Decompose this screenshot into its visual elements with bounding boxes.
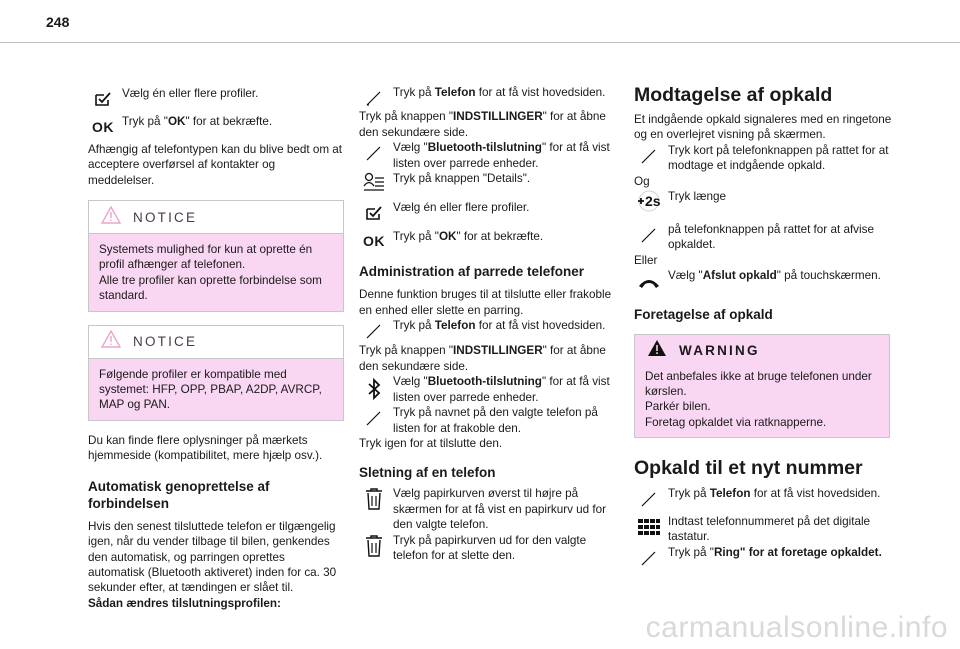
heading-delete-phone: Sletning af en telefon xyxy=(359,465,496,481)
steering-button-icon xyxy=(636,224,662,246)
trash-icon xyxy=(361,488,387,510)
label-eller: Eller xyxy=(634,253,658,267)
step-confirm-ok: OK Tryk på "OK" for at bekræfte. xyxy=(359,229,617,244)
trash-icon xyxy=(361,535,387,557)
long-press-2s-icon xyxy=(636,189,666,211)
step-telefon: Tryk på Telefon for at få vist hovedsiden. xyxy=(634,486,892,501)
steering-button-icon xyxy=(361,87,387,109)
steering-button-icon xyxy=(361,142,387,164)
steering-button-icon xyxy=(636,488,662,510)
label-og: Og xyxy=(634,174,650,188)
step-telefon: Tryk på Telefon for at få vist hovedsiden. xyxy=(359,318,617,333)
watermark: carmanualsonline.info xyxy=(645,611,948,644)
paragraph-paired-phones: Denne funktion bruges til at tilslutte eller frakoble en enhed eller slette en parring. xyxy=(359,288,612,317)
keypad-icon xyxy=(636,516,662,538)
notice-box-2: NOTICE Følgende profiler er kompatible med systemet: HFP, OPP, PBAP, A2DP, AVRCP, MAP og PAN. xyxy=(88,325,344,421)
paragraph-settings: Tryk på knappen "INDSTILLINGER" for at åbne den sekundære side. xyxy=(359,110,606,139)
step-keypad: Indtast telefonnummeret på det digitale tastatur. xyxy=(634,514,892,545)
heading-auto-reconnect: Automatisk genoprettelse af forbindelsen xyxy=(88,478,270,511)
heading-paired-phones: Administration af parrede telefoner xyxy=(359,264,585,280)
notice-title: NOTICE xyxy=(133,334,198,350)
paragraph-change-profile: Sådan ændres tilslutningsprofilen: xyxy=(88,596,281,610)
warning-triangle-icon xyxy=(101,206,121,229)
paragraph-incoming-call: Et indgående opkald signaleres med en ringetone og en overlejret visning på skærmen. xyxy=(634,113,892,142)
warning-triangle-icon xyxy=(647,339,667,362)
step-trash-select: Vælg papirkurven øverst til højre på skærmen for at få vist en papirkurv ud for den valgte telefon. xyxy=(359,486,617,532)
notice-title: NOTICE xyxy=(133,209,198,225)
warning-title: WARNING xyxy=(679,343,760,359)
paragraph-settings: Tryk på knappen "INDSTILLINGER" for at åbne den sekundære side. xyxy=(359,344,606,373)
warning-triangle-icon xyxy=(101,330,121,353)
step-reject-call: på telefonknappen på rattet for at afvise opkaldet. xyxy=(634,222,892,253)
paragraph-reconnect: Tryk igen for at tilslutte den. xyxy=(359,436,503,450)
step-select-profiles: Vælg én eller flere profiler. xyxy=(88,86,344,101)
paragraph-acceptance: Afhængig af telefontypen kan du blive bedt om at acceptere overførsel af kontakter og meddelelser. xyxy=(88,142,343,187)
step-short-press: Tryk kort på telefonknappen på rattet for at modtage et indgående opkald. xyxy=(634,143,892,174)
step-ring: Tryk på "Ring" for at foretage opkaldet. xyxy=(634,545,892,560)
paragraph-more-info: Du kan finde flere oplysninger på mærkets hjemmeside (kompatibilitet, mere hjælp osv.). xyxy=(88,433,323,463)
step-telefon: Tryk på Telefon for at få vist hovedsiden. xyxy=(359,85,617,100)
step-select-phone: Tryk på navnet på den valgte telefon på listen for at frakoble den. xyxy=(359,405,617,436)
column-3 xyxy=(634,78,892,560)
steering-button-icon xyxy=(636,547,662,569)
warning-box: WARNING Det anbefales ikke at bruge telefonen under kørslen. Parkér bilen. Foretag opkaldet via ratknapperne. xyxy=(634,334,890,439)
bluetooth-icon xyxy=(361,378,387,400)
heading-receiving-calls: Modtagelse af opkald xyxy=(634,84,833,106)
ok-icon: OK xyxy=(363,233,385,250)
heading-making-calls: Foretagelse af opkald xyxy=(634,306,773,322)
column-1 xyxy=(88,78,344,611)
header-rule xyxy=(0,42,960,43)
hang-up-icon xyxy=(636,272,662,294)
step-details: Tryk på knappen "Details". xyxy=(359,171,617,186)
steering-button-icon xyxy=(636,145,662,167)
checkbox-select-icon xyxy=(90,88,116,110)
steering-button-icon xyxy=(361,320,387,342)
step-long-press: 2s Tryk længe xyxy=(634,189,892,219)
paragraph-auto-reconnect: Hvis den senest tilsluttede telefon er tilgængelig igen, når du vender tilbage til bilen, genkendes den automatisk, og parringen oprettes automatisk (Bluetooth aktiveret) inden for ca. 30 sekunder efter, at tændingen er slået til. xyxy=(88,519,337,595)
step-bluetooth: Vælg "Bluetooth-tilslutning" for at få vist listen over parrede enheder. xyxy=(359,140,617,171)
details-list-icon xyxy=(361,171,387,193)
step-select-profiles: Vælg én eller flere profiler. xyxy=(359,200,617,215)
notice-box-1: NOTICE Systemets mulighed for kun at oprette én profil afhænger af telefonen. Alle tre profiler kan oprette forbindelse som standard. xyxy=(88,200,344,312)
ok-icon: OK xyxy=(92,118,114,135)
heading-new-number: Opkald til et nyt nummer xyxy=(634,457,863,480)
column-2 xyxy=(359,78,617,563)
steering-button-icon xyxy=(361,407,387,429)
checkbox-select-icon xyxy=(361,202,387,224)
step-confirm-ok: OK Tryk på "OK" for at bekræfte. xyxy=(88,114,344,129)
svg-text:2s: 2s xyxy=(645,193,661,210)
step-trash-delete: Tryk på papirkurven ud for den valgte telefon for at slette den. xyxy=(359,533,617,564)
step-bluetooth: Vælg "Bluetooth-tilslutning" for at få vist listen over parrede enheder. xyxy=(359,374,617,405)
step-end-call: Vælg "Afslut opkald" på touchskærmen. xyxy=(634,268,892,283)
page-number: 248 xyxy=(46,14,70,30)
